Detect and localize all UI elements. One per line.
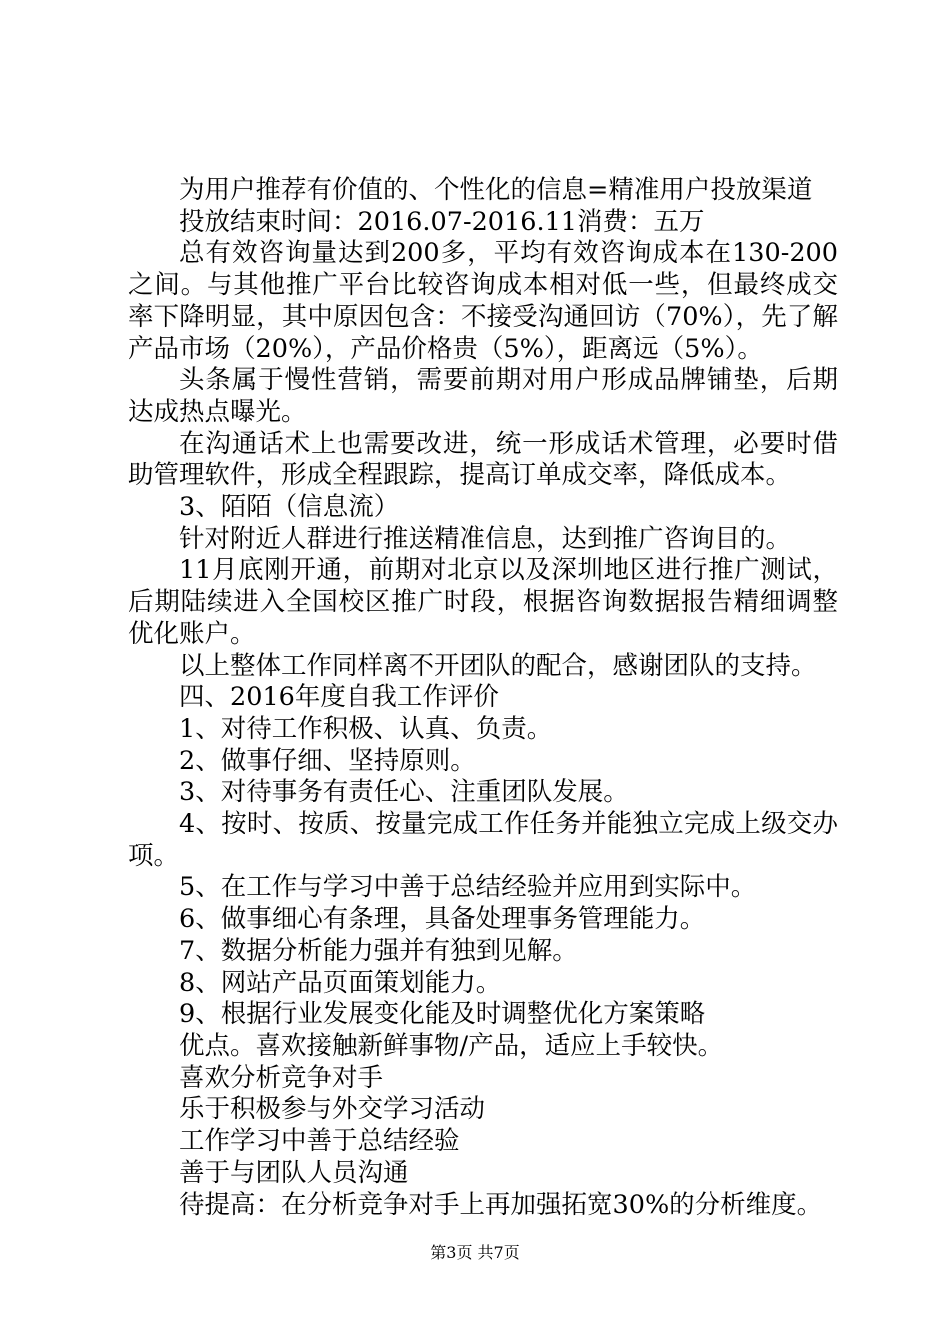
paragraph-recommendation: 为用户推荐有价值的、个性化的信息=精准用户投放渠道 xyxy=(179,175,813,205)
list-item: 8、网站产品页面策划能力。 xyxy=(179,967,502,998)
strength-item: 喜欢分析竞争对手 xyxy=(179,1062,384,1093)
strength-item: 乐于积极参与外交学习活动 xyxy=(179,1094,486,1125)
paragraph-momo-launch: 11月底刚开通，前期对北京以及深圳地区进行推广测试，后期陆续进入全国校区推广时段，根据咨询数据报告精细调整优化账户。 xyxy=(128,555,838,649)
paragraph-team-thanks: 以上整体工作同样离不开团队的配合，感谢团队的支持。 xyxy=(179,650,817,681)
paragraph-strengths: 优点。喜欢接触新鲜事物/产品，适应上手较快。 xyxy=(179,1030,724,1061)
list-item: 3、对待事务有责任心、注重团队发展。 xyxy=(179,777,629,808)
paragraph-script-improve: 在沟通话术上也需要改进，统一形成话术管理，必要时借助管理软件，形成全程跟踪，提高订单成交率，降低成本。 xyxy=(128,428,838,491)
list-item: 7、数据分析能力强并有独到见解。 xyxy=(179,935,578,966)
strength-item: 善于与团队人员沟通 xyxy=(179,1157,409,1188)
paragraph-to-improve: 待提高：在分析竞争对手上再加强拓宽30%的分析维度。 xyxy=(179,1189,823,1220)
page-footer: 第3页 共7页 xyxy=(430,1243,520,1262)
list-item: 9、根据行业发展变化能及时调整优化方案策略 xyxy=(179,999,706,1030)
strength-item: 工作学习中善于总结经验 xyxy=(179,1126,460,1157)
list-item: 1、对待工作积极、认真、负责。 xyxy=(179,713,553,744)
paragraph-campaign-period: 投放结束时间：2016.07-2016.11消费：五万 xyxy=(179,206,705,237)
list-item: 4、按时、按质、按量完成工作任务并能独立完成上级交办项。 xyxy=(128,809,838,871)
paragraph-momo-target: 针对附近人群进行推送精准信息，达到推广咨询目的。 xyxy=(179,523,792,554)
paragraph-toutiao: 头条属于慢性营销，需要前期对用户形成品牌铺垫，后期达成热点曝光。 xyxy=(128,365,838,427)
list-item: 5、在工作与学习中善于总结经验并应用到实际中。 xyxy=(179,872,757,903)
paragraph-consult-stats: 总有效咨询量达到200多，平均有效咨询成本在130-200之间。与其他推广平台比较咨询成本相对低一些，但最终成交率下降明显，其中原因包含：不接受沟通回访（70%），先了解产品市场（20%），产品价格贵（5%），距离远（5%）。 xyxy=(128,238,838,364)
list-item: 2、做事仔细、坚持原则。 xyxy=(179,745,476,776)
document-body xyxy=(128,175,838,1221)
heading-self-evaluation: 四、2016年度自我工作评价 xyxy=(179,682,499,713)
heading-momo: 3、陌陌（信息流） xyxy=(179,492,400,523)
list-item: 6、做事细心有条理，具备处理事务管理能力。 xyxy=(179,904,706,935)
